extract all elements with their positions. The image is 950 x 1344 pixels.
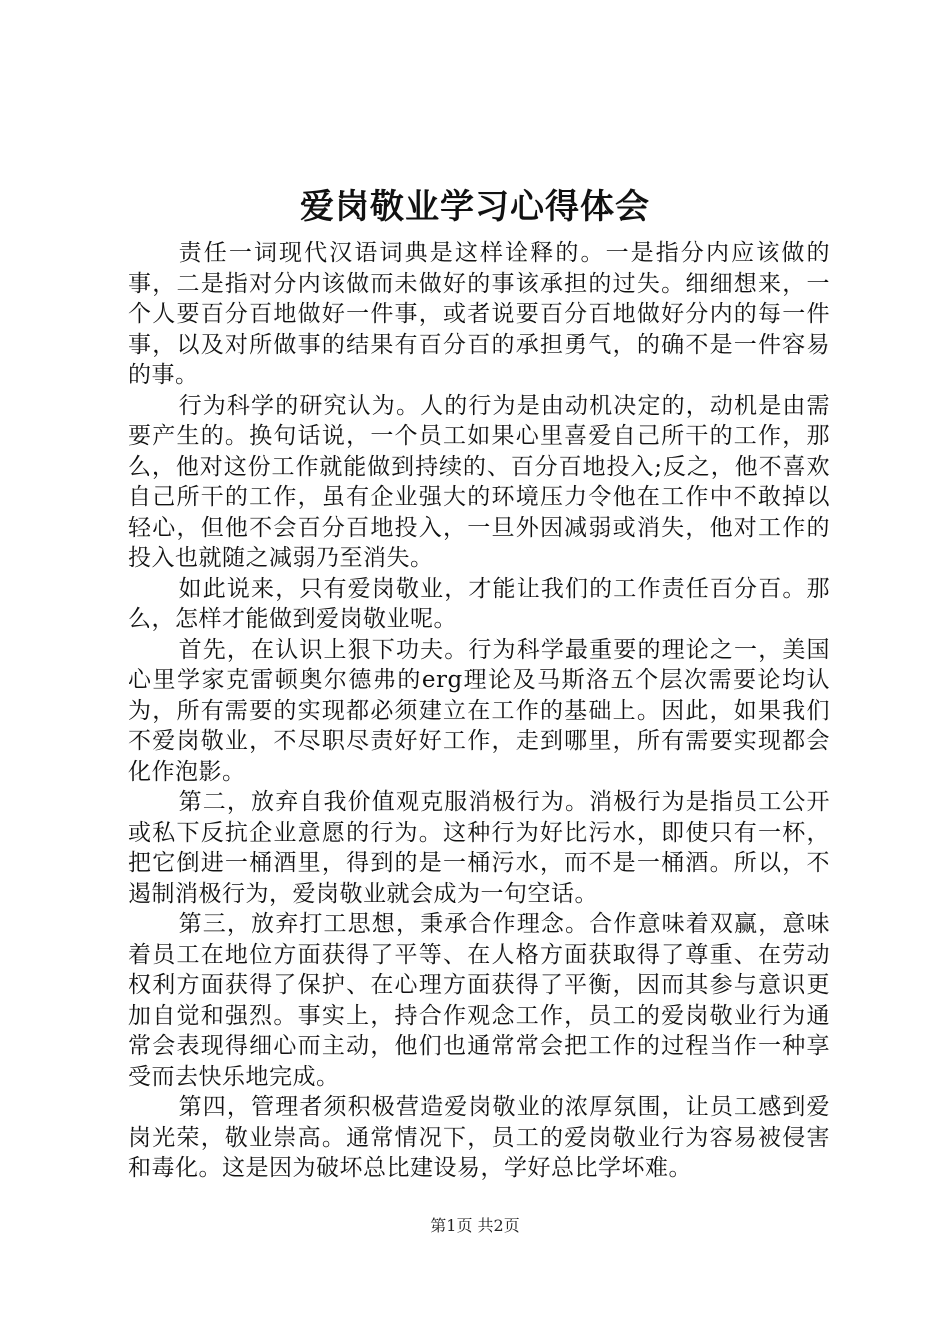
document-body (128, 238, 830, 1184)
page-number-footer: 第1页 共2页 (430, 1216, 520, 1235)
paragraph-3: 如此说来，只有爱岗敬业，才能让我们的工作责任百分百。那么，怎样才能做到爱岗敬业呢。 (128, 575, 830, 632)
paragraph-5: 第二，放弃自我价值观克服消极行为。消极行为是指员工公开或私下反抗企业意愿的行为。这种行为好比污水，即使只有一杯，把它倒进一桶酒里，得到的是一桶污水，而不是一桶酒。所以，不遏制消极行为，爱岗敬业就会成为一句空话。 (128, 789, 830, 907)
document-title: 爱岗敬业学习心得体会 (300, 187, 650, 227)
paragraph-7: 第四，管理者须积极营造爱岗敬业的浓厚氛围，让员工感到爱岗光荣，敬业崇高。通常情况下，员工的爱岗敬业行为容易被侵害和毒化。这是因为破坏总比建设易，学好总比学坏难。 (128, 1094, 830, 1181)
paragraph-4: 首先，在认识上狠下功夫。行为科学最重要的理论之一，美国心里学家克雷顿奥尔德弗的erg理论及马斯洛五个层次需要论均认为，所有需要的实现都必须建立在工作的基础上。因此，如果我们不爱岗敬业，不尽职尽责好好工作，走到哪里，所有需要实现都会化作泡影。 (128, 636, 830, 785)
paragraph-1: 责任一词现代汉语词典是这样诠释的。一是指分内应该做的事，二是指对分内该做而未做好的事该承担的过失。细细想来，一个人要百分百地做好一件事，或者说要百分百地做好分内的每一件事，以及对所做事的结果有百分百的承担勇气，的确不是一件容易的事。 (128, 240, 830, 388)
paragraph-6: 第三，放弃打工思想，秉承合作理念。合作意味着双赢，意味着员工在地位方面获得了平等、在人格方面获取得了尊重、在劳动权利方面获得了保护、在心理方面获得了平衡，因而其参与意识更加自觉和强烈。事实上，持合作观念工作，员工的爱岗敬业行为通常会表现得细心而主动，他们也通常常会把工作的过程当作一种享受而去快乐地完成。 (128, 911, 830, 1090)
paragraph-2: 行为科学的研究认为。人的行为是由动机决定的，动机是由需要产生的。换句话说，一个员工如果心里喜爱自己所干的工作，那么，他对这份工作就能做到持续的、百分百地投入;反之，他不喜欢自己所干的工作，虽有企业强大的环境压力令他在工作中不敢掉以轻心，但他不会百分百地投入，一旦外因减弱或消失，他对工作的投入也就随之减弱乃至消失。 (128, 392, 830, 571)
